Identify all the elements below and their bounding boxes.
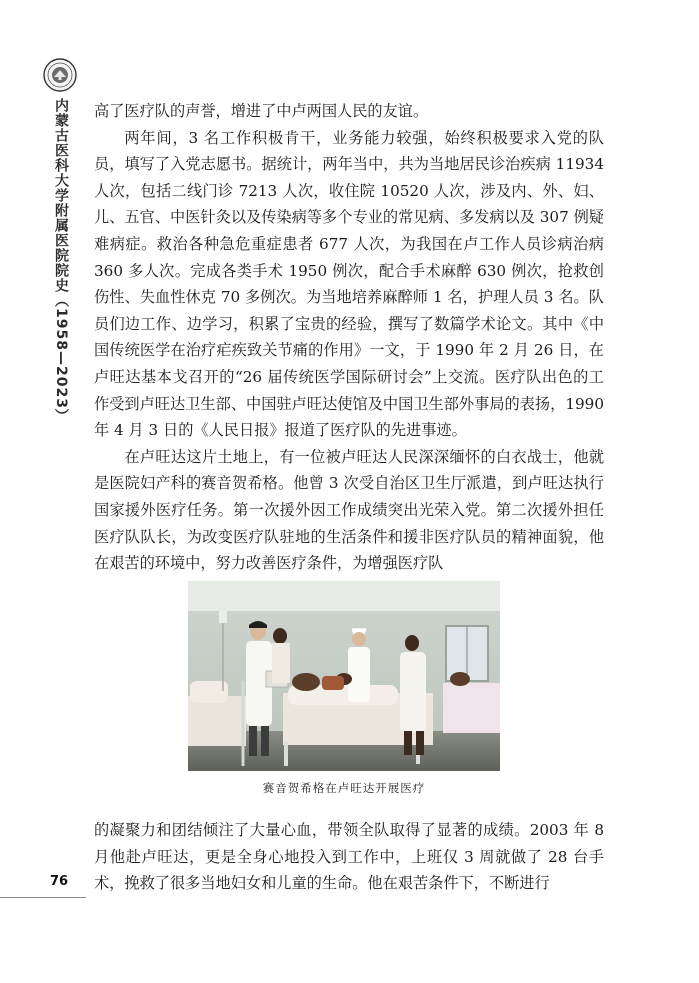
- page-number: 76: [50, 874, 69, 889]
- sidebar: [0, 0, 92, 983]
- body-text-bottom: [94, 817, 604, 897]
- paragraph-saiyinhexige: 在卢旺达这片土地上，有一位被卢旺达人民深深缅怀的白衣战士，他就是医院妇产科的赛音贺希格。他曾 3 次受自治区卫生厅派遣，到卢旺达执行国家援外医疗任务。第一次援外因工作成绩突出光荣入党。第二次援外担任医疗队队长，为改变医疗队驻地的生活条件和援非医疗队员的精神面貌，他在艰苦的环境中，努力改善医疗条件，为增强医疗队: [94, 447, 604, 573]
- figure-caption: 赛音贺希格在卢旺达开展医疗: [262, 781, 426, 795]
- book-title: 内蒙古医科大学附属医院院史（1958—2023）: [53, 98, 69, 424]
- paragraph-continuation: 高了医疗队的声誉，增进了中卢两国人民的友谊。: [94, 102, 429, 120]
- paragraph-statistics: 两年间，3 名工作积极肯干，业务能力较强，始终积极要求入党的队员，填写了入党志愿书。据统计，两年当中，共为当地居民诊治疾病 11934 人次，包括二线门诊 7213 人次，收住院 10520 人次，涉及内、外、妇、儿、五官、中医针灸以及传染病等多个专业的常见病、多发病以及 307 例疑难病症。救治各种急危重症患者 677 人次，为我国在卢工作人员诊病治病 360 多人次。完成各类手术 1950 例次，配合手术麻醉 630 例次，抢救创伤性、失血性休克 70 多例次。为当地培养麻醉师 1 名，护理人员 3 名。队员们边工作、边学习，积累了宝贵的经验，撰写了数篇学术论文。其中《中国传统医学在治疗疟疾致关节痛的作用》一文，于 1990 年 2 月 26 日，在卢旺达基本戈召开的“26 届传统医学国际研讨会”上交流。医疗队出色的工作受到卢旺达卫生部、中国驻卢旺达使馆及中国卫生部外事局的表扬，1990 年 4 月 3 日的《人民日报》报道了医疗队的先进事迹。: [94, 128, 604, 440]
- university-emblem-icon: [43, 58, 77, 92]
- paragraph-continuation-bottom: 的凝聚力和团结倾注了大量心血，带领全队取得了显著的成绩。2003 年 8 月他赴卢旺达，更是全身心地投入到工作中，上班仅 3 周就做了 28 台手术，挽救了很多当地妇女和儿童的生命。他在艰苦条件下，不断进行: [94, 821, 604, 893]
- page-number-rule: [0, 897, 86, 898]
- body-text-top: [94, 98, 604, 577]
- hospital-ward-photo: [188, 581, 500, 771]
